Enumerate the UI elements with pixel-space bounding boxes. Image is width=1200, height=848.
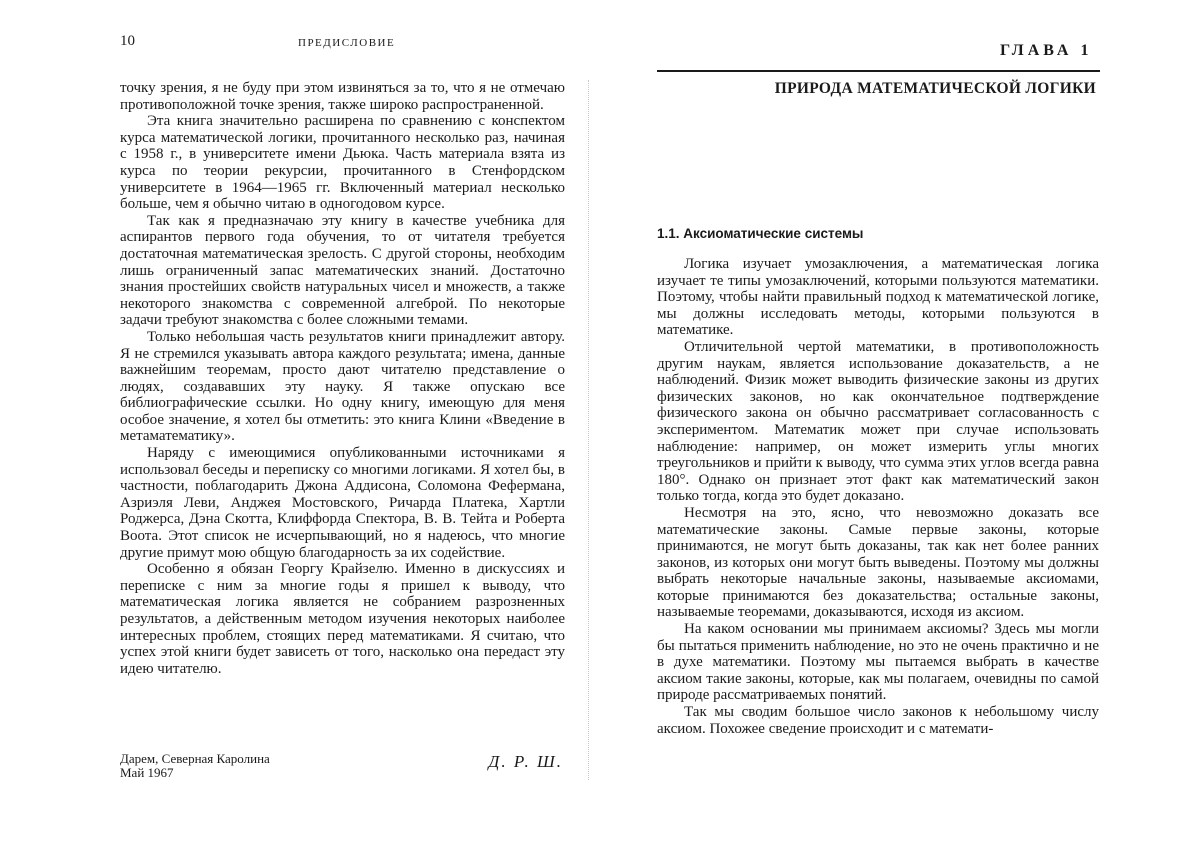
- signature-place: Дарем, Северная Каролина: [120, 751, 270, 766]
- paragraph: Наряду с имеющимися опубликованными источниками я использовал беседы и переписку со многими логиками. Я хотел бы, в частности, поблагодарить Джона Аддисона, Соломона Фефермана, Азриэля Леви, Анджея Мостовского, Ричарда Платека, Хартли Роджерса, Дэна Скотта, Клиффорда Спектора, В. В. Тейта и Роберта Воота. Этот список не исчерпывающий, но я надеюсь, что многие другие примут мою общую благодарность за их содействие.: [120, 445, 565, 561]
- signature-block: [120, 752, 565, 779]
- running-head: ПРЕДИСЛОВИЕ: [298, 37, 396, 49]
- page-number: 10: [120, 33, 135, 49]
- chapter-label: ГЛАВА 1: [1000, 42, 1093, 59]
- paragraph: Логика изучает умозаключения, а математическая логика изучает те типы умозаключений, которыми пользуются математики. Поэтому, чтобы найти правильный подход к математической логике, мы должны исследовать методы, которыми пользуются в математике.: [657, 256, 1099, 339]
- paragraph: Эта книга значительно расширена по сравнению с конспектом курса математической логики, прочитанного несколько раз, начиная с 1958 г., в университете имени Дьюка. Часть материала взята из курса по теории рекурсии, прочитанного в Стенфордском университете в 1964—1965 гг. Включенный материал несколько больше, чем я обычно читаю в одногодовом курсе.: [120, 113, 565, 213]
- paragraph: Особенно я обязан Георгу Крайзелю. Именно в дискуссиях и переписке с ним за многие годы я пришел к выводу, что математическая логика является не собранием разрозненных результатов, а действенным методом изучения некоторых наиболее интересных проблем, стоящих перед математиками. Я считаю, что успех этой книги будет зависеть от того, насколько она передаст эту идею читателю.: [120, 561, 565, 677]
- paragraph: точку зрения, я не буду при этом извиняться за то, что я не отмечаю противоположной точке зрения, также широко распространенной.: [120, 80, 565, 113]
- paragraph: Так мы сводим большое число законов к небольшому числу аксиом. Похожее сведение происходит и с математи-: [657, 704, 1099, 737]
- chapter-title: ПРИРОДА МАТЕМАТИЧЕСКОЙ ЛОГИКИ: [774, 80, 1096, 97]
- author-initials: Д. Р. Ш.: [488, 752, 563, 771]
- paragraph: Отличительной чертой математики, в противоположность другим наукам, является использование доказательств, а не наблюдений. Физик может выводить физические законы из других физических законов, но как окончательное подтверждение физического закона он обычно рассматривает согласованность с экспериментом. Математик может при случае использовать наблюдение: например, он может измерить углы многих треугольников и прийти к выводу, что сумма этих углов всегда равна 180°. Однако он признает этот факт как математический закон только тогда, когда это будет доказано.: [657, 338, 1099, 505]
- section-heading: 1.1. Аксиоматические системы: [657, 226, 864, 241]
- signature-date: Май 1967: [120, 764, 174, 780]
- page-gutter: [588, 80, 589, 780]
- paragraph: Так как я предназначаю эту книгу в качестве учебника для аспирантов первого года обучения, то от читателя требуется достаточная математическая зрелость. С другой стороны, необходим лишь ограниченный запас математических знаний. Достаточно знания простейших свойств натуральных чисел и множеств, а также некоторого знакомства с современной алгеброй. По некоторые задачи требуют знакомства с более сложными темами.: [120, 212, 565, 329]
- paragraph: Только небольшая часть результатов книги принадлежит автору. Я не стремился указывать автора каждого результата; имена, данные важнейшим теоремам, просто дают читателю представление о людях, создававших эту науку. Я также опускаю все библиографические ссылки. Но одну книгу, имеющую для меня особое значение, я хотел бы отметить: это книга Клини «Введение в метаматематику».: [120, 328, 565, 445]
- right-page-body: [657, 256, 1099, 737]
- paragraph: Несмотря на это, ясно, что невозможно доказать все математические законы. Самые первые законы, которые принимаются, не могут быть доказаны, так как нет более ранних законов, из которых они могут быть выведены. Поэтому мы должны выбрать некоторые начальные законы, называемые аксиомами, которые принимаются без доказательства; остальные законы, называемые теоремами, доказываются, исходя из аксиом.: [657, 504, 1099, 621]
- left-page-body: [120, 80, 565, 677]
- chapter-rule: [657, 70, 1100, 72]
- paragraph: На каком основании мы принимаем аксиомы? Здесь мы могли бы пытаться применить наблюдение, но это не очень практично и не в духе математики. Поэтому мы пытаемся выбрать в качестве аксиом такие законы, которые, как мы полагаем, очевидны по самой природе рассматриваемых понятий.: [657, 621, 1099, 704]
